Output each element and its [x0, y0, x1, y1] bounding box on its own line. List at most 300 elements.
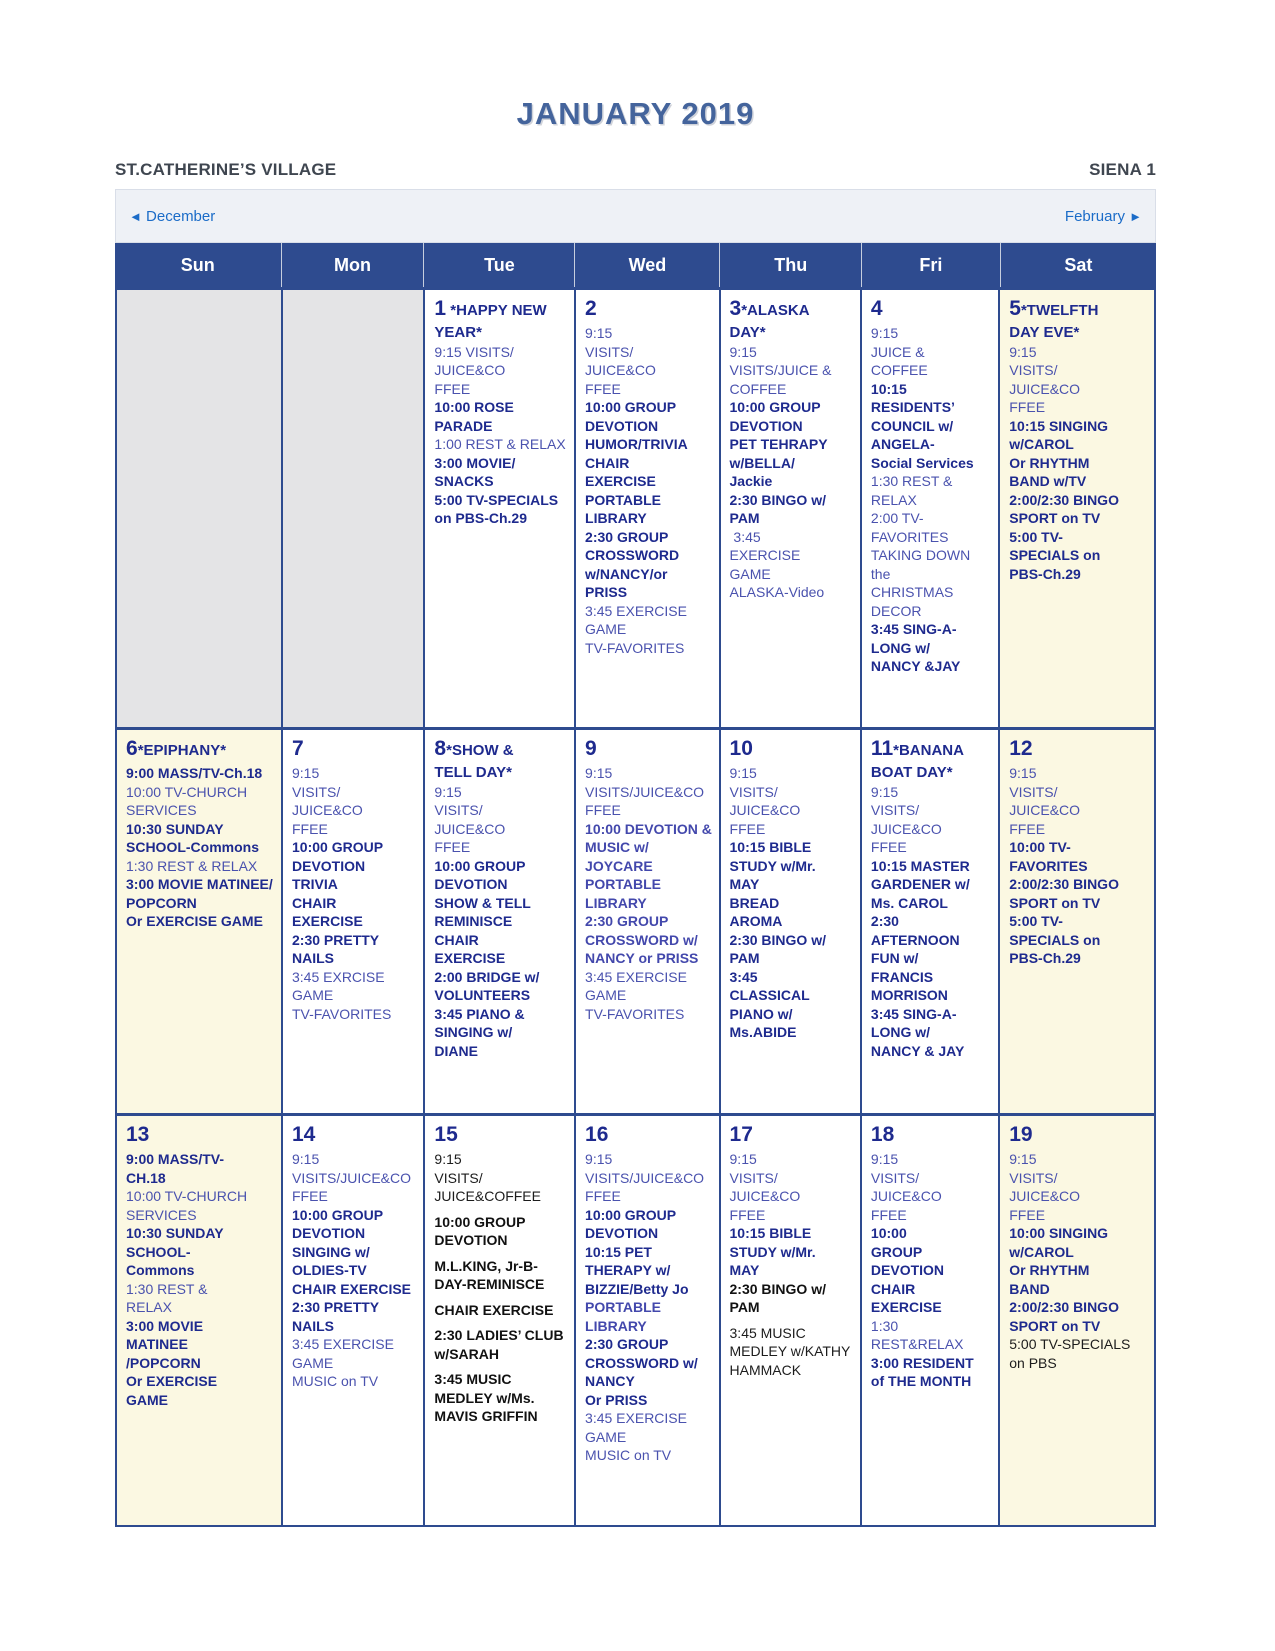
event-line: SNACKS — [434, 473, 494, 489]
event-line: Ms.ABIDE — [729, 1024, 797, 1040]
event-line: DEVOTION — [870, 1262, 945, 1278]
event-line: PBS-Ch.29 — [1009, 565, 1081, 582]
event-line: on PBS-Ch.29 — [434, 510, 527, 526]
day-header — [434, 737, 570, 763]
line-spacer — [434, 1250, 570, 1257]
event-line: EXERCISE — [870, 1299, 942, 1315]
event-line: MORRISON — [870, 987, 948, 1003]
day-number: 10 — [729, 737, 753, 760]
event-line: LONG w/ — [870, 1024, 931, 1040]
event-line: Commons — [126, 1262, 195, 1278]
event-line: GAME — [585, 621, 627, 637]
event-line: DAY-REMINISCE — [434, 1276, 545, 1292]
event-line: 1:30 REST & RELAX — [126, 857, 258, 874]
day-header — [292, 737, 419, 763]
event-line: 10:15 PET — [585, 1243, 652, 1260]
event-line: VISITS/ — [729, 783, 778, 800]
event-line: JUICE&CO — [585, 362, 656, 378]
event-line: CHAIR — [585, 454, 630, 471]
day-cell-19 — [1000, 1116, 1154, 1525]
unit-name: SIENA 1 — [1089, 160, 1156, 179]
event-line: 2:30 PRETTY — [292, 1299, 380, 1315]
event-line: SERVICES — [126, 802, 197, 818]
event-line: COFFEE — [729, 380, 787, 397]
event-line: BAND w/TV — [1009, 473, 1087, 489]
weekday-header-sun: Sun — [115, 243, 281, 287]
event-line: 3:45 EXERCISE — [585, 1410, 687, 1426]
day-number: 8 — [434, 737, 447, 760]
event-line: MUSIC on TV — [292, 1373, 379, 1389]
event-line: CHAIR — [292, 894, 337, 911]
event-line: SCHOOL- — [126, 1243, 191, 1260]
event-line: 3:00 MOVIE — [126, 1317, 204, 1334]
event-line: 3:45 SING-A- — [870, 1005, 957, 1022]
event-line: VISITS/ — [585, 343, 634, 360]
day-cell-6 — [117, 730, 281, 1113]
event-line: FFEE — [434, 380, 471, 397]
day-title-line: BOAT DAY* — [870, 764, 953, 781]
event-line: PORTABLE — [585, 876, 662, 892]
day-cell-1 — [425, 290, 574, 727]
day-cell-10 — [721, 730, 860, 1113]
event-line: PAM — [729, 510, 760, 526]
event-line: CHAIR — [870, 1280, 916, 1297]
left-arrow-icon: ◄ — [129, 208, 142, 224]
event-line: MAY — [729, 1262, 760, 1278]
event-line: JUICE&CO — [434, 362, 506, 378]
event-line: SHOW & TELL — [434, 894, 531, 911]
event-line: VISITS/JUICE&CO — [585, 783, 705, 800]
event-line: 9:15 — [1009, 343, 1037, 360]
event-line: Social Services — [870, 454, 974, 471]
event-line: FFEE — [585, 1188, 621, 1204]
event-line: RELAX — [870, 491, 917, 508]
event-line: Ms. CAROL — [870, 894, 948, 911]
prev-month-link[interactable] — [129, 208, 215, 225]
weekday-header-wed: Wed — [575, 243, 719, 287]
event-line: JUICE&CO — [1009, 1188, 1081, 1204]
day-header — [730, 1123, 856, 1149]
day-cell-14 — [283, 1116, 423, 1525]
event-line: SPECIALS on — [1009, 931, 1101, 948]
event-line: POPCORN — [126, 894, 197, 911]
day-header — [585, 1123, 714, 1149]
event-line: FFEE — [434, 839, 471, 855]
event-line: M.L.KING, Jr-B- — [434, 1257, 538, 1274]
event-line: LONG w/ — [870, 639, 931, 656]
empty-cell — [283, 290, 423, 727]
event-line: DEVOTION — [292, 1225, 366, 1241]
event-line: DECOR — [870, 602, 922, 619]
event-line: PBS-Ch.29 — [1009, 950, 1081, 966]
event-line: 9:15 — [729, 765, 757, 781]
event-line: 9:15 — [729, 1151, 757, 1167]
event-line: 9:15 — [870, 1151, 899, 1167]
day-title: *SHOW & — [446, 742, 514, 759]
day-header — [871, 737, 994, 763]
event-line: ANGELA- — [870, 436, 935, 452]
event-line: 2:00/2:30 BINGO — [1009, 876, 1119, 892]
event-line: 3:45 PIANO & — [434, 1005, 525, 1022]
event-line: 5:00 TV- — [1009, 913, 1063, 929]
event-line: FFEE — [729, 820, 766, 837]
event-line: STUDY w/Mr. — [729, 1243, 816, 1260]
event-line: FUN w/ — [870, 950, 919, 966]
event-line: GROUP — [870, 1243, 923, 1260]
event-line: Or EXERCISE GAME — [126, 913, 263, 929]
event-line: 1:30 — [870, 1317, 899, 1334]
event-line: 9:15 — [1009, 1151, 1037, 1167]
event-line: 10:15 — [870, 380, 907, 397]
event-line: 10:00 GROUP — [434, 857, 526, 874]
event-line: SPECIALS on — [1009, 547, 1101, 563]
event-line: COFFEE — [870, 362, 928, 378]
day-header — [126, 1123, 277, 1149]
event-line: MATINEE — [126, 1336, 188, 1352]
event-line: GAME — [729, 565, 771, 582]
event-line: TV-FAVORITES — [585, 639, 685, 656]
day-title: *EPIPHANY* — [137, 742, 227, 759]
day-number: 17 — [729, 1123, 753, 1146]
event-line: FFEE — [1009, 399, 1046, 415]
event-line: 9:15 — [870, 783, 899, 800]
event-line: COUNCIL w/ — [870, 417, 954, 434]
day-header — [126, 737, 277, 763]
event-line: GAME — [585, 1428, 627, 1445]
event-line: w/CAROL — [1009, 1243, 1074, 1260]
event-line: 3:45 EXRCISE — [292, 968, 385, 985]
event-line: 5:00 TV- — [1009, 528, 1063, 545]
event-line: EXERCISE — [729, 547, 801, 563]
event-line: 10:00 GROUP — [292, 839, 384, 855]
event-line: VISITS/ — [729, 1169, 778, 1186]
day-header — [871, 1123, 994, 1149]
day-cell-13 — [117, 1116, 281, 1525]
event-line: MEDLEY w/Ms. — [434, 1389, 535, 1406]
event-line: Or EXERCISE — [126, 1373, 218, 1389]
event-line: 2:30 GROUP — [585, 913, 669, 929]
event-line: 10:00 SINGING — [1009, 1225, 1109, 1241]
event-line: CHRISTMAS — [870, 584, 954, 600]
event-line: EXERCISE — [434, 950, 506, 966]
day-title: *HAPPY NEW — [446, 302, 547, 319]
event-line: 2:30 PRETTY — [292, 931, 380, 948]
event-line: NAILS — [292, 950, 334, 966]
event-line: Jackie — [729, 473, 773, 489]
event-line: FAVORITES — [1009, 857, 1088, 874]
event-line: MAY — [729, 876, 760, 892]
event-line: JUICE&CO — [434, 820, 506, 837]
day-number: 3 — [729, 297, 742, 320]
event-line: 10:15 MASTER — [870, 857, 970, 874]
event-line: JUICE&CO — [870, 1188, 942, 1204]
event-line: CLASSICAL — [729, 987, 810, 1003]
event-line: PAM — [729, 1299, 760, 1315]
day-header — [434, 1123, 570, 1149]
day-title-line: YEAR* — [434, 324, 482, 341]
event-line: VISITS/ — [1009, 783, 1058, 800]
event-line: FFEE — [585, 380, 621, 397]
event-line: 3:00 MOVIE/ — [434, 454, 516, 471]
event-line: THERAPY w/ — [585, 1262, 671, 1278]
event-line: FFEE — [292, 1188, 328, 1204]
event-line: 10:15 SINGING — [1009, 417, 1109, 434]
event-line: JUICE&CO — [1009, 380, 1081, 397]
event-line: SCHOOL-Commons — [126, 839, 259, 855]
event-line: NANCY or PRISS — [585, 950, 699, 966]
event-line: HAMMACK — [729, 1361, 802, 1378]
event-line: PARADE — [434, 417, 493, 434]
event-line: 1:30 REST & — [126, 1280, 208, 1297]
event-line: 3:45 — [729, 968, 758, 985]
event-line: SINGING w/ — [292, 1243, 370, 1260]
event-line: JUICE&CO — [1009, 802, 1081, 818]
day-cell-16 — [576, 1116, 718, 1525]
event-line: 2:30 — [870, 913, 899, 929]
event-line: FFEE — [870, 839, 907, 855]
event-line: 10:00 DEVOTION & — [585, 820, 712, 837]
event-line: 10:00 GROUP — [729, 399, 821, 415]
month-nav-bar — [115, 189, 1156, 243]
right-arrow-icon: ► — [1129, 208, 1142, 224]
event-line: GAME — [126, 1391, 168, 1408]
event-line: 2:30 BINGO w/ — [729, 931, 826, 948]
event-line: the — [870, 565, 891, 582]
event-line: 10:30 SUNDAY — [126, 820, 224, 837]
event-line: JUICE&CO — [729, 1188, 801, 1204]
event-line: 10:00 GROUP — [292, 1206, 384, 1223]
event-line: JOYCARE — [585, 857, 653, 874]
calendar-page — [115, 0, 1156, 1527]
day-title-line: DAY EVE* — [1009, 324, 1080, 341]
event-line: 9:15 — [1009, 765, 1037, 781]
day-number: 11 — [870, 737, 894, 760]
calendar-grid — [115, 287, 1156, 1527]
event-line: OLDIES-TV — [292, 1262, 367, 1278]
day-header — [292, 1123, 419, 1149]
event-line: AFTERNOON — [870, 931, 960, 948]
event-line: 2:30 GROUP — [585, 1336, 669, 1352]
event-line: MUSIC on TV — [585, 1447, 672, 1463]
event-line: EXERCISE — [585, 473, 656, 489]
day-number: 14 — [292, 1123, 316, 1146]
event-line: 9:15 VISITS/ — [434, 343, 514, 360]
event-line: 10:00 TV- — [1009, 839, 1071, 855]
event-line: SPORT on TV — [1009, 1317, 1101, 1334]
event-line: 10:00 — [870, 1225, 907, 1241]
event-line: VISITS/JUICE&CO — [585, 1169, 705, 1186]
event-line: of THE MONTH — [870, 1373, 972, 1389]
event-line: FFEE — [585, 802, 621, 818]
event-line: 2:30 BINGO w/ — [729, 1280, 826, 1297]
event-line: VISITS/ — [870, 1169, 920, 1186]
event-line: DEVOTION — [434, 876, 508, 892]
event-line: Or RHYTHM — [1009, 1262, 1090, 1278]
event-line: TAKING DOWN — [870, 547, 971, 563]
day-header — [1009, 297, 1150, 323]
event-line: 10:15 BIBLE — [729, 839, 812, 855]
event-line: SINGING w/ — [434, 1024, 513, 1040]
day-title: *BANANA — [893, 742, 964, 759]
event-line: 2:00/2:30 BINGO — [1009, 491, 1119, 508]
event-line: 2:30 BINGO w/ — [729, 491, 826, 508]
event-line: 9:15 — [434, 1151, 462, 1167]
day-number: 12 — [1009, 737, 1033, 760]
page-title: JANUARY 2019 — [516, 96, 755, 131]
event-line: CHAIR — [434, 931, 479, 948]
event-line: 10:00 TV-CHURCH — [126, 1188, 248, 1204]
weekday-header-mon: Mon — [282, 243, 424, 287]
line-spacer — [730, 1317, 856, 1324]
event-line: 10:00 GROUP — [585, 399, 677, 415]
event-line: CROSSWORD w/ — [585, 931, 698, 948]
day-number: 5 — [1009, 297, 1021, 320]
event-line: PIANO w/ — [729, 1005, 793, 1022]
event-line: CHAIR EXERCISE — [434, 1301, 554, 1318]
event-line: VISITS/ — [434, 802, 483, 818]
day-number: 6 — [126, 737, 138, 760]
line-spacer — [434, 1363, 570, 1370]
event-line: 9:15 — [292, 765, 320, 781]
day-header — [1009, 1123, 1150, 1149]
event-line: 3:45 EXERCISE — [292, 1336, 394, 1352]
event-line: GAME — [585, 987, 627, 1003]
event-line: 10:00 GROUP — [434, 1213, 526, 1230]
event-line: DEVOTION — [585, 417, 659, 434]
event-line: FFEE — [1009, 820, 1046, 837]
event-line: 3:45 EXERCISE — [585, 602, 687, 619]
weekday-header-thu: Thu — [720, 243, 861, 287]
event-line: FRANCIS — [870, 968, 934, 985]
day-number: 4 — [870, 297, 883, 320]
event-line: NANCY & JAY — [870, 1042, 965, 1059]
event-line: MEDLEY w/KATHY — [729, 1343, 851, 1359]
event-line: 5:00 TV-SPECIALS — [434, 491, 559, 508]
day-header — [1009, 737, 1150, 763]
day-number: 13 — [126, 1123, 150, 1146]
day-title: *TWELFTH — [1020, 302, 1099, 319]
event-line: JUICE&CO — [729, 802, 801, 818]
event-line: JUICE&COFFEE — [434, 1188, 541, 1204]
event-line: VISITS/ — [1009, 1169, 1058, 1186]
event-line: 2:00 TV- — [870, 510, 924, 526]
event-line: CROSSWORD w/ — [585, 1354, 698, 1371]
event-line: PRISS — [585, 584, 628, 600]
day-number: 9 — [585, 737, 597, 760]
event-line: MUSIC w/ — [585, 839, 649, 855]
event-line: SPORT on TV — [1009, 510, 1101, 526]
event-line: DEVOTION — [729, 417, 803, 434]
day-cell-5 — [1000, 290, 1154, 727]
event-line: VISITS/ — [434, 1169, 483, 1186]
event-line: PET TEHRAPY — [729, 436, 828, 452]
event-line: 3:45 SING-A- — [870, 621, 957, 637]
event-line: GAME — [292, 987, 334, 1003]
day-cell-11 — [862, 730, 998, 1113]
event-line: 3:45 — [729, 528, 761, 545]
event-line: 3:45 MUSIC — [729, 1324, 806, 1341]
event-line: VISITS/ — [1009, 362, 1058, 378]
day-cell-18 — [862, 1116, 998, 1525]
event-line: 1:30 REST & — [870, 473, 953, 489]
event-line: VISITS/JUICE&CO — [292, 1169, 412, 1186]
event-line: Or RHYTHM — [1009, 454, 1090, 471]
event-line: SERVICES — [126, 1206, 197, 1223]
event-line: 9:15 — [292, 1151, 320, 1167]
event-line: 1:00 REST & RELAX — [434, 436, 566, 452]
event-line: w/SARAH — [434, 1345, 499, 1362]
event-line: CHAIR EXERCISE — [292, 1280, 412, 1297]
event-line: DEVOTION — [434, 1232, 508, 1248]
day-cell-7 — [283, 730, 423, 1113]
event-line: FFEE — [729, 1206, 766, 1223]
day-cell-17 — [721, 1116, 860, 1525]
event-line: FAVORITES — [870, 528, 949, 545]
event-line: FFEE — [870, 1206, 907, 1223]
event-line: AROMA — [729, 913, 783, 929]
event-line: 3:00 RESIDENT — [870, 1354, 974, 1371]
day-number: 1 — [434, 297, 447, 320]
day-title-line: TELL DAY* — [434, 764, 512, 781]
day-cell-4 — [862, 290, 998, 727]
event-line: 9:15 — [585, 1151, 613, 1167]
event-line: EXERCISE — [292, 913, 363, 929]
event-line: /POPCORN — [126, 1354, 201, 1371]
event-line: 2:30 LADIES’ CLUB — [434, 1327, 564, 1343]
event-line: STUDY w/Mr. — [729, 857, 816, 874]
event-line: 9:15 — [434, 783, 462, 800]
day-cell-8 — [425, 730, 574, 1113]
event-line: 10:00 TV-CHURCH — [126, 783, 248, 800]
line-spacer — [434, 1206, 570, 1213]
event-line: Or PRISS — [585, 1391, 648, 1408]
event-line: FFEE — [292, 820, 328, 837]
event-line: DEVOTION — [585, 1225, 659, 1241]
event-line: 10:30 SUNDAY — [126, 1225, 224, 1241]
event-line: 9:00 MASS/TV-Ch.18 — [126, 765, 263, 781]
event-line: CROSSWORD — [585, 547, 680, 563]
event-line: 2:30 GROUP — [585, 528, 669, 545]
day-cell-2 — [576, 290, 718, 727]
event-line: LIBRARY — [585, 1317, 647, 1334]
event-line: NANCY &JAY — [870, 658, 961, 674]
event-line: REMINISCE — [434, 913, 513, 929]
day-title-line: DAY* — [729, 324, 766, 341]
weekday-header-tue: Tue — [424, 243, 574, 287]
event-line: DIANE — [434, 1042, 478, 1059]
event-line: ALASKA-Video — [729, 584, 825, 600]
event-line: GARDENER w/ — [870, 876, 970, 892]
event-line: 2:00 BRIDGE w/ — [434, 968, 540, 985]
event-line: BREAD — [729, 894, 780, 911]
weekday-header-sat: Sat — [1001, 243, 1156, 287]
day-title: *ALASKA — [741, 302, 810, 319]
event-line: FFEE — [1009, 1206, 1046, 1223]
event-line: NANCY — [585, 1373, 635, 1389]
day-number: 7 — [292, 737, 304, 760]
weekday-header-fri: Fri — [862, 243, 1000, 287]
empty-cell — [117, 290, 281, 727]
day-number: 15 — [434, 1123, 458, 1146]
event-line: TRIVIA — [292, 876, 338, 892]
event-line: 10:00 ROSE — [434, 399, 514, 415]
event-line: DEVOTION — [292, 857, 366, 874]
next-month-link[interactable] — [1065, 208, 1142, 225]
event-line: CH.18 — [126, 1169, 166, 1186]
event-line: SPORT on TV — [1009, 894, 1101, 911]
event-line: PORTABLE — [585, 1299, 662, 1315]
event-line: 9:15 — [585, 325, 613, 341]
